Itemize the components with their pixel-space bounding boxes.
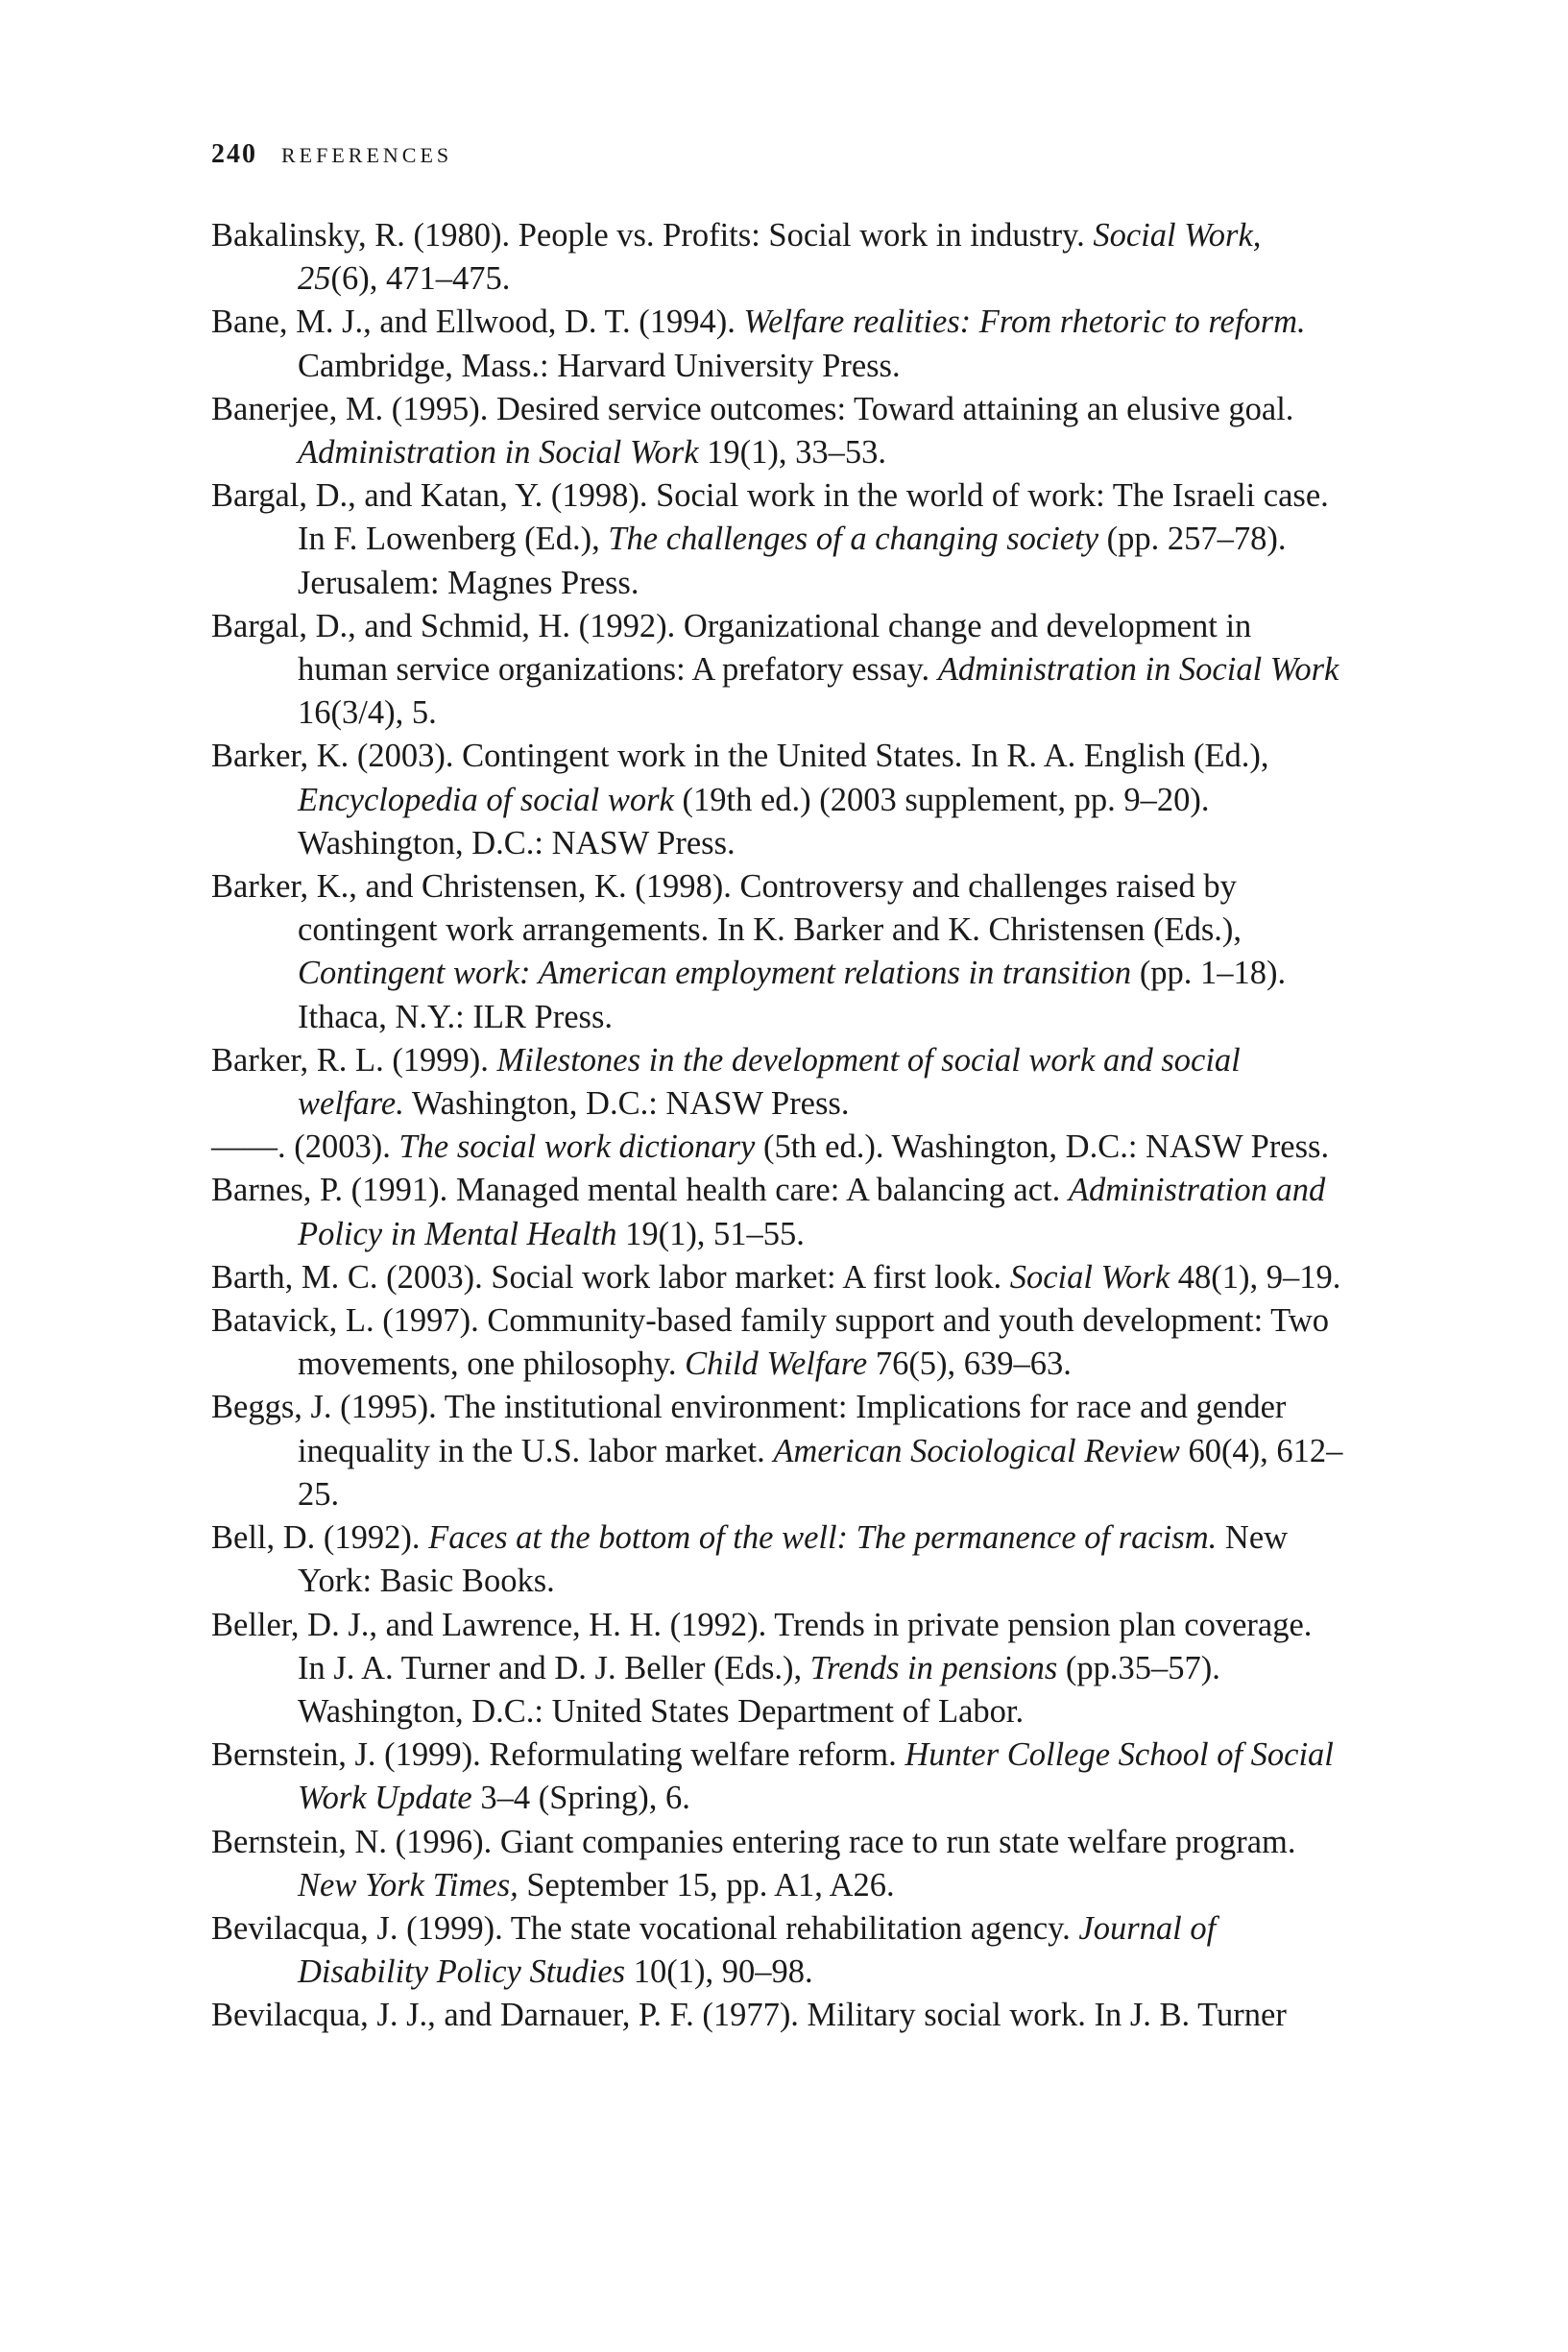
reference-entry: Bargal, D., and Katan, Y. (1998). Social work in the world of work: The Israeli case. In F. Lowenberg (Ed.), The challenges of a changing society (pp. 257–78). Jerusalem: Magnes Press.: [211, 477, 1329, 601]
reference-entry: ——. (2003). The social work dictionary (5th ed.). Washington, D.C.: NASW Press.: [211, 1128, 1330, 1166]
reference-entry: Bell, D. (1992). Faces at the bottom of the well: The permanence of racism. New York: Basic Books.: [211, 1519, 1289, 1600]
reference-list: [211, 214, 1344, 2038]
reference-entry: Bakalinsky, R. (1980). People vs. Profits: Social work in industry. Social Work, 25(6), 471–475.: [211, 217, 1262, 298]
reference-entry: Beggs, J. (1995). The institutional environment: Implications for race and gender inequality in the U.S. labor market. American Sociological Review 60(4), 612–25.: [211, 1389, 1343, 1513]
reference-entry: Bernstein, N. (1996). Giant companies entering race to run state welfare program. New York Times, September 15, pp. A1, A26.: [211, 1823, 1296, 1903]
reference-entry: Barnes, P. (1991). Managed mental health care: A balancing act. Administration and Policy in Mental Health 19(1), 51–55.: [211, 1172, 1326, 1252]
reference-entry: Banerjee, M. (1995). Desired service outcomes: Toward attaining an elusive goal. Administration in Social Work 19(1), 33–53.: [211, 390, 1294, 472]
running-head: [211, 137, 452, 173]
reference-entry: Beller, D. J., and Lawrence, H. H. (1992). Trends in private pension plan coverage. In J. A. Turner and D. J. Beller (Eds.), Trends in pensions (pp.35–57). Washington, D.C.: United States Department of Labor.: [211, 1606, 1313, 1730]
reference-entry: Barth, M. C. (2003). Social work labor market: A first look. Social Work 48(1), 9–19.: [211, 1258, 1341, 1296]
reference-entry: Barker, K. (2003). Contingent work in the United States. In R. A. English (Ed.), Encyclopedia of social work (19th ed.) (2003 supplement, pp. 9–20). Washington, D.C.: NASW Press.: [211, 738, 1269, 861]
reference-entry: Bernstein, J. (1999). Reformulating welfare reform. Hunter College School of Social Work Update 3–4 (Spring), 6.: [211, 1736, 1334, 1817]
reference-entry: Barker, K., and Christensen, K. (1998). Controversy and challenges raised by contingent work arrangements. In K. Barker and K. Christensen (Eds.), Contingent work: American employment relations in transition (pp. 1–18). Ithaca, N.Y.: ILR Press.: [211, 868, 1287, 1035]
reference-entry: Batavick, L. (1997). Community-based family support and youth development: Two movements, one philosophy. Child Welfare 76(5), 639–63.: [211, 1302, 1330, 1383]
reference-entry: Bargal, D., and Schmid, H. (1992). Organizational change and development in human service organizations: A prefatory essay. Administration in Social Work 16(3/4), 5.: [211, 607, 1339, 732]
section-title: REFERENCES: [281, 143, 453, 167]
reference-entry: Barker, R. L. (1999). Milestones in the development of social work and social welfare. Washington, D.C.: NASW Press.: [211, 1041, 1241, 1123]
reference-entry: Bane, M. J., and Ellwood, D. T. (1994). Welfare realities: From rhetoric to reform. Cambridge, Mass.: Harvard University Press.: [211, 303, 1306, 384]
page-number: 240: [211, 139, 257, 169]
reference-entry: Bevilacqua, J. J., and Darnauer, P. F. (1977). Military social work. In J. B. Turner: [211, 1997, 1287, 2034]
reference-entry: Bevilacqua, J. (1999). The state vocational rehabilitation agency. Journal of Disability Policy Studies 10(1), 90–98.: [211, 1909, 1217, 1991]
